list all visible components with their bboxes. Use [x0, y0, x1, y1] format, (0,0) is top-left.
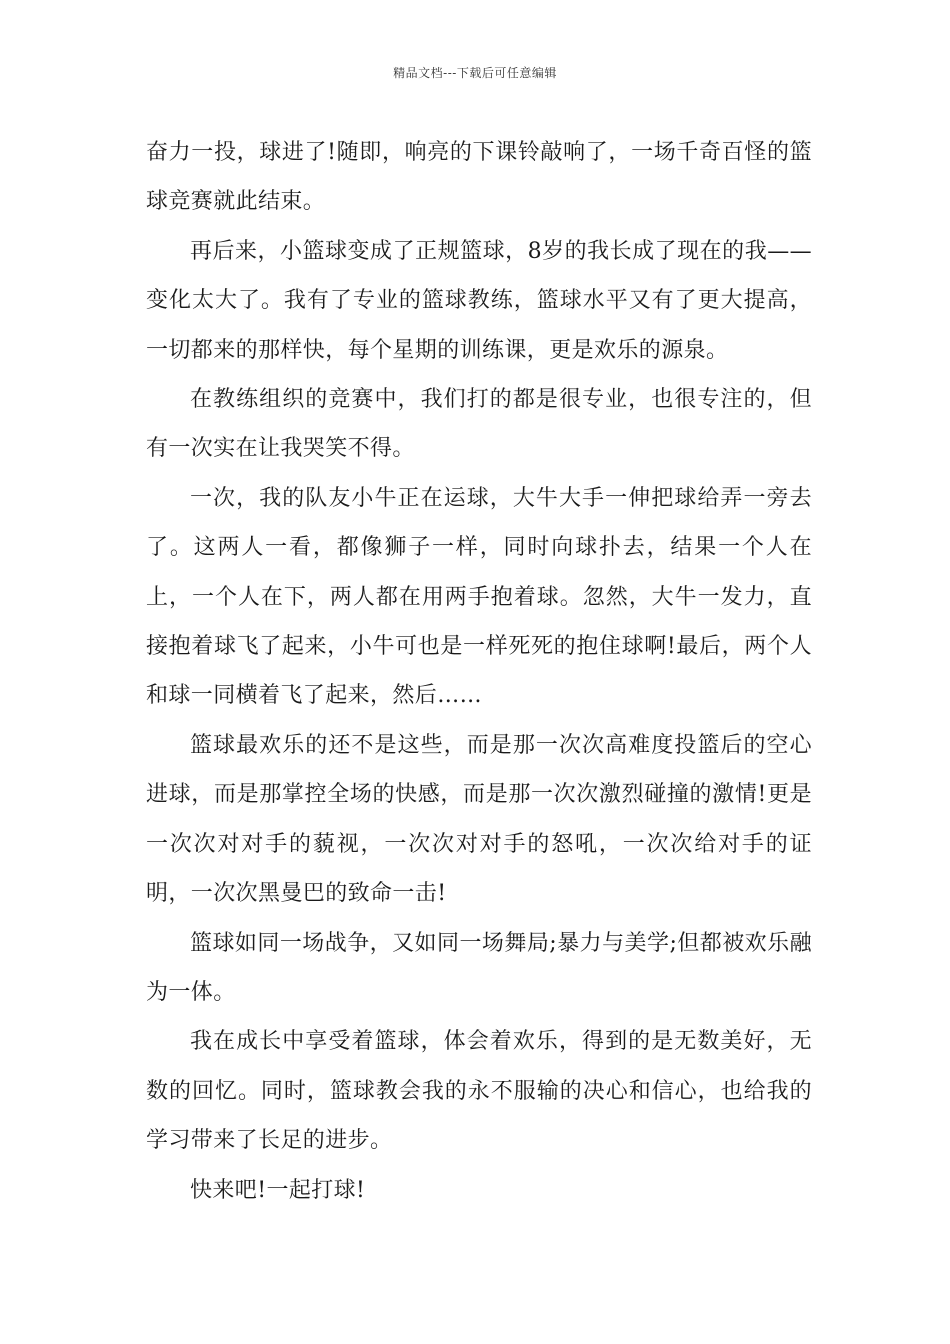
document-body	[146, 128, 812, 1215]
paragraph-continued: 奋力一投，球进了!随即，响亮的下课铃敲响了，一场千奇百怪的篮球竞赛就此结束。	[146, 140, 812, 215]
paragraph: 一次，我的队友小牛正在运球，大牛大手一伸把球给弄一旁去了。这两人一看，都像狮子一样，同时向球扑去，结果一个人在上，一个人在下，两人都在用两手抱着球。忽然，大牛一发力，直接抱着球飞了起来，小牛可也是一样死死的抱住球啊!最后，两个人和球一同横着飞了起来，然后……	[146, 485, 812, 709]
paragraph: 篮球如同一场战争，又如同一场舞局;暴力与美学;但都被欢乐融为一体。	[146, 930, 812, 1005]
paragraph: 再后来，小篮球变成了正规篮球，8岁的我长成了现在的我——变化太大了。我有了专业的篮球教练，篮球水平又有了更大提高，一切都来的那样快，每个星期的训练课，更是欢乐的源泉。	[146, 238, 812, 363]
paragraph: 我在成长中享受着篮球，体会着欢乐，得到的是无数美好，无数的回忆。同时，篮球教会我的永不服输的决心和信心，也给我的学习带来了长足的进步。	[146, 1029, 812, 1154]
paragraph: 快来吧!一起打球!	[190, 1177, 366, 1203]
paragraph: 在教练组织的竞赛中，我们打的都是很专业，也很专注的，但有一次实在让我哭笑不得。	[146, 387, 812, 462]
paragraph: 篮球最欢乐的还不是这些，而是那一次次高难度投篮后的空心进球，而是那掌控全场的快感，而是那一次次激烈碰撞的激情!更是一次次对对手的藐视，一次次对对手的怒吼，一次次给对手的证明，一次次黑曼巴的致命一击!	[146, 732, 812, 907]
page-header: 精品文档---下载后可任意编辑	[393, 66, 557, 80]
